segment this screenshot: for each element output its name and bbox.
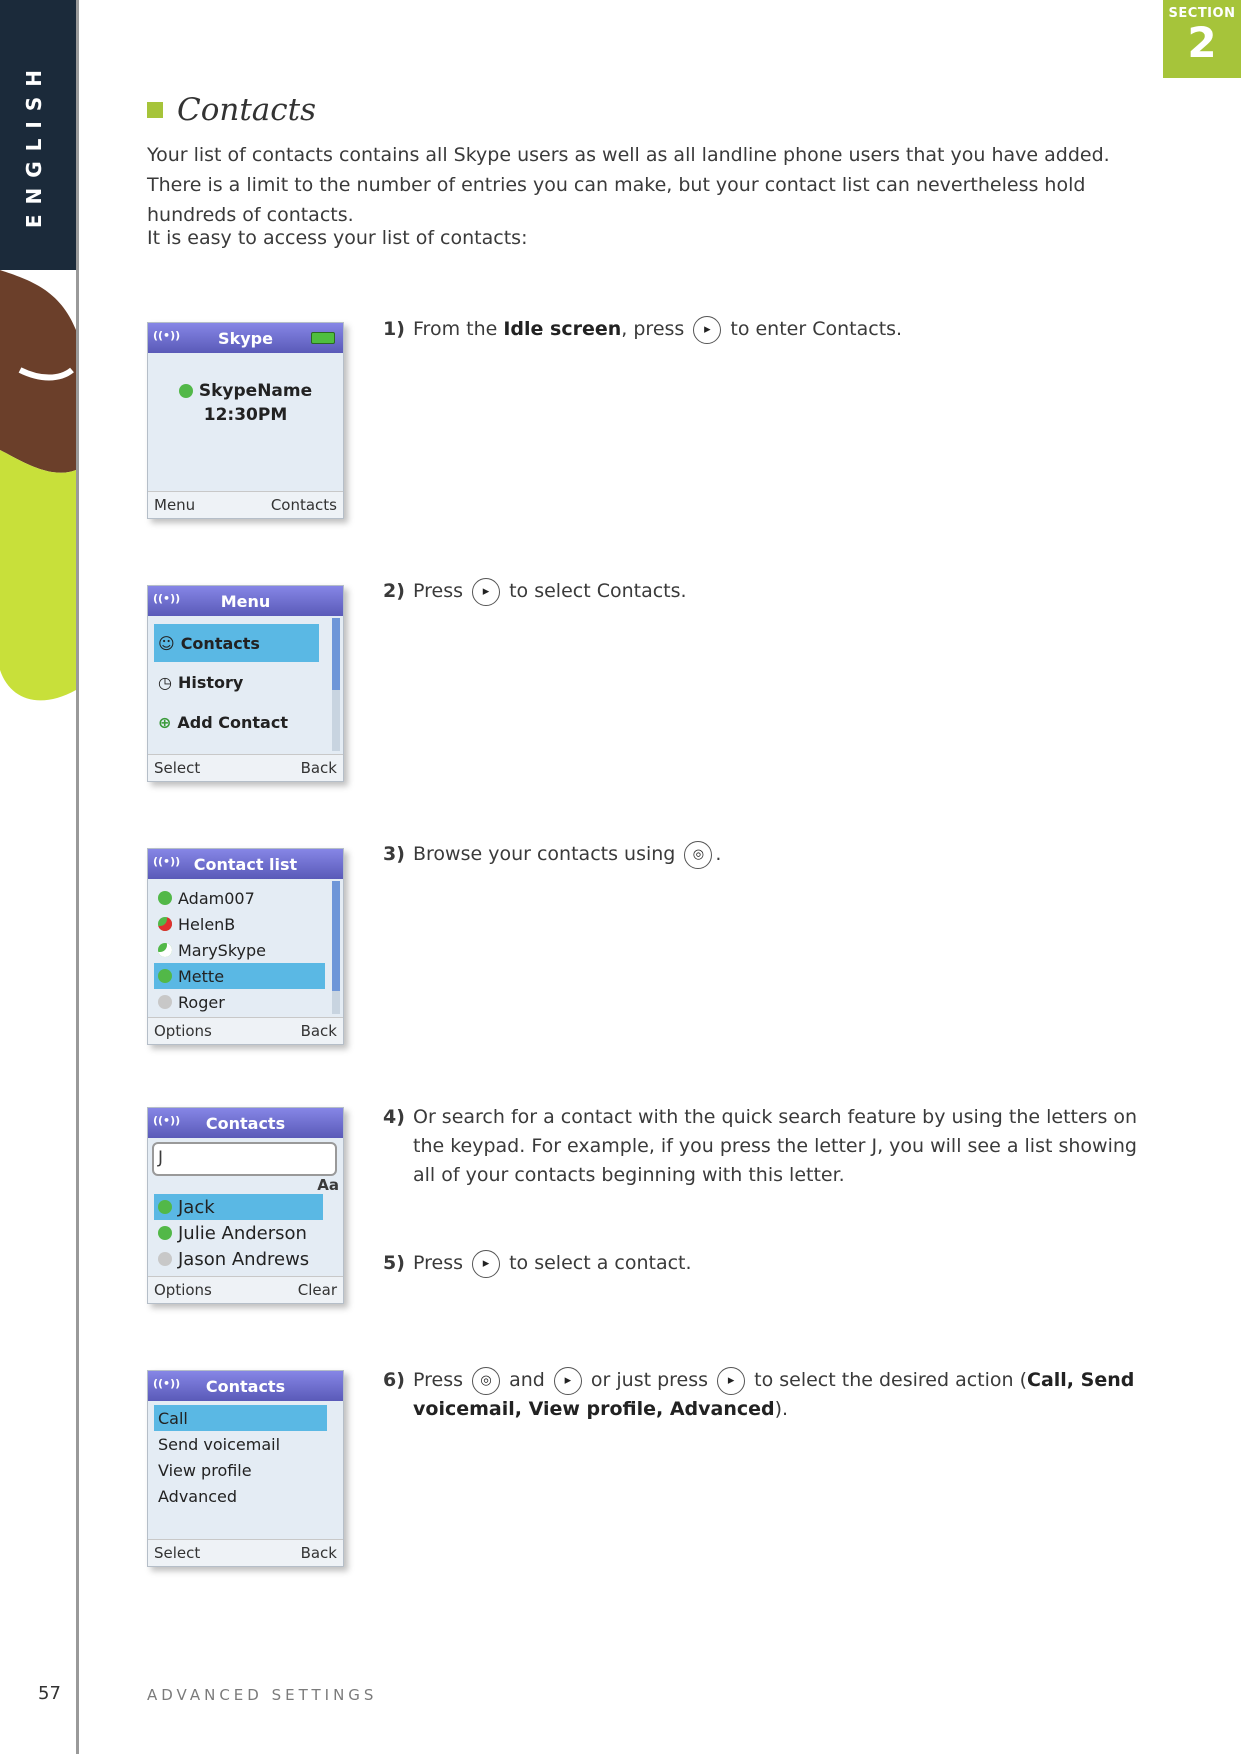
add-contact-icon: ⊕: [158, 712, 172, 732]
contact-name: MarySkype: [178, 940, 266, 960]
step-text: to select a contact.: [503, 1252, 692, 1274]
online-status-icon: [158, 1200, 172, 1214]
battery-icon: [311, 332, 335, 344]
screen-title: Skype: [218, 328, 273, 348]
step-number: 1): [383, 318, 405, 340]
step-number: 4): [383, 1106, 405, 1128]
action-item: Send voicemail: [158, 1434, 281, 1454]
right-softkey-icon: ▸: [472, 578, 500, 606]
contact-name: Jack: [178, 1196, 215, 1218]
sidebar-photo: [0, 270, 76, 750]
step-text: to select Contacts.: [503, 580, 687, 602]
online-status-icon: [158, 969, 172, 983]
step-5: [383, 1249, 1143, 1278]
list-item: [154, 1246, 337, 1272]
screen-titlebar: [148, 1108, 343, 1138]
softkey-right: Clear: [297, 1281, 337, 1299]
screenshot-menu: [147, 585, 344, 782]
step-4: [383, 1103, 1143, 1190]
footer-title: ADVANCED SETTINGS: [147, 1686, 378, 1704]
softkey-left: Options: [154, 1281, 212, 1299]
clock-icon: ◷: [158, 672, 172, 692]
step-text: or just press: [584, 1369, 715, 1391]
step-text: to enter Contacts.: [724, 318, 903, 340]
step-emphasis: Idle screen: [503, 318, 622, 340]
section-number: 2: [1187, 18, 1217, 67]
step-text: Or search for a contact with the quick search feature by using the letters on the keypad. For example, if you press the letter J, you will see a list showing all of your contacts beginning with this letter.: [413, 1106, 1138, 1186]
menu-item-label: Contacts: [180, 633, 260, 653]
step-emphasis: Call, Send voicemail, View profile, Advanced: [413, 1369, 1135, 1420]
softkey-right: Back: [300, 759, 337, 777]
step-text: Press: [413, 1369, 470, 1391]
action-item: Advanced: [158, 1486, 238, 1506]
contact-name: HelenB: [178, 914, 236, 934]
online-status-icon: [179, 384, 193, 398]
step-3: [383, 840, 1143, 869]
signal-icon: ((•)): [153, 1377, 181, 1390]
action-item: View profile: [158, 1460, 252, 1480]
language-label: ENGLISH: [22, 60, 46, 229]
section-label: SECTION: [1168, 6, 1236, 21]
softkey-bar: [148, 754, 343, 781]
screen-titlebar: [148, 586, 343, 616]
list-item: [154, 911, 337, 937]
right-softkey-icon: ▸: [554, 1367, 582, 1395]
menu-item: [154, 662, 337, 702]
contact-name: Julie Anderson: [178, 1222, 307, 1244]
screen-titlebar: [148, 323, 343, 353]
page-heading: [147, 92, 316, 128]
case-indicator: Aa: [317, 1176, 339, 1194]
intro-line: It is easy to access your list of contacts:: [147, 227, 528, 249]
menu-item: [154, 702, 337, 742]
list-item: [154, 885, 337, 911]
step-number: 5): [383, 1252, 405, 1274]
softkey-bar: [148, 1539, 343, 1566]
list-item: [154, 937, 337, 963]
softkey-left: Menu: [154, 496, 196, 514]
intro-paragraph: Your list of contacts contains all Skype users as well as all landline phone users that you have added. There is a limit to the number of entries you can make, but your contact list can nevertheless hold hundreds of contacts.: [147, 144, 1110, 226]
step-text: ).: [774, 1398, 789, 1420]
scrollbar: [332, 881, 340, 1014]
softkey-right: Contacts: [270, 496, 337, 514]
step-text: to select the desired action (: [748, 1369, 1028, 1391]
softkey-right: Back: [300, 1544, 337, 1562]
screen-title: Contact list: [193, 854, 298, 874]
softkey-bar: [148, 1017, 343, 1044]
screen-title: Contacts: [205, 1113, 286, 1133]
softkey-left: Select: [154, 759, 201, 777]
page-title: Contacts: [177, 92, 317, 128]
list-item: [154, 1220, 337, 1246]
away-status-icon: [158, 943, 172, 957]
page-number: 57: [38, 1683, 61, 1704]
step-1: [383, 315, 1143, 344]
screenshot-actions: [147, 1370, 344, 1567]
navigation-key-icon: ◎: [472, 1367, 500, 1395]
signal-icon: ((•)): [153, 592, 181, 605]
step-2: [383, 577, 1143, 606]
action-item: Call: [154, 1405, 327, 1431]
step-6: [383, 1366, 1143, 1424]
list-item: [154, 1194, 323, 1220]
step-text: Press: [413, 580, 470, 602]
right-softkey-icon: ▸: [693, 316, 721, 344]
softkey-left: Select: [154, 1544, 201, 1562]
online-status-icon: [158, 891, 172, 905]
navigation-key-icon: ◎: [684, 841, 712, 869]
screenshot-search: [147, 1107, 344, 1304]
bullet-square-icon: [147, 102, 163, 118]
step-number: 6): [383, 1369, 405, 1391]
step-text: From the: [413, 318, 504, 340]
screenshot-contact-list: [147, 848, 344, 1045]
screen-title: Contacts: [205, 1376, 286, 1396]
skype-name: SkypeName: [198, 381, 313, 401]
screen-titlebar: [148, 849, 343, 879]
online-status-icon: [158, 1226, 172, 1240]
step-text: Browse your contacts using: [413, 843, 682, 865]
step-text: and: [503, 1369, 551, 1391]
right-softkey-icon: ▸: [717, 1367, 745, 1395]
sidebar-divider: [76, 0, 79, 1754]
scrollbar: [332, 618, 340, 751]
sidebar-band: [0, 0, 76, 270]
step-number: 2): [383, 580, 405, 602]
step-text: Press: [413, 1252, 470, 1274]
menu-item-label: History: [177, 672, 244, 692]
right-softkey-icon: ▸: [472, 1250, 500, 1278]
clock-time: 12:30PM: [203, 405, 288, 425]
softkey-left: Options: [154, 1022, 212, 1040]
offline-status-icon: [158, 995, 172, 1009]
step-text: , press: [621, 318, 691, 340]
list-item: [154, 989, 337, 1015]
search-field: J: [152, 1142, 337, 1176]
screen-title: Menu: [220, 591, 271, 611]
screen-titlebar: [148, 1371, 343, 1401]
softkey-right: Back: [300, 1022, 337, 1040]
step-text: .: [715, 843, 722, 865]
softkey-bar: [148, 1276, 343, 1303]
screenshot-idle: [147, 322, 344, 519]
softkey-bar: [148, 491, 343, 518]
signal-icon: ((•)): [153, 855, 181, 868]
menu-item: [154, 624, 319, 662]
offline-status-icon: [158, 1252, 172, 1266]
signal-icon: ((•)): [153, 1114, 181, 1127]
contact-name: Mette: [178, 966, 225, 986]
contact-name: Roger: [178, 992, 225, 1012]
contacts-icon: ☺: [158, 633, 175, 653]
menu-item-label: Add Contact: [177, 712, 288, 732]
section-badge: [1163, 0, 1241, 78]
list-item: [154, 963, 325, 989]
contact-name: Jason Andrews: [178, 1248, 310, 1270]
step-number: 3): [383, 843, 405, 865]
do-not-disturb-icon: [158, 917, 172, 931]
contact-name: Adam007: [178, 888, 255, 908]
signal-icon: ((•)): [153, 329, 181, 342]
